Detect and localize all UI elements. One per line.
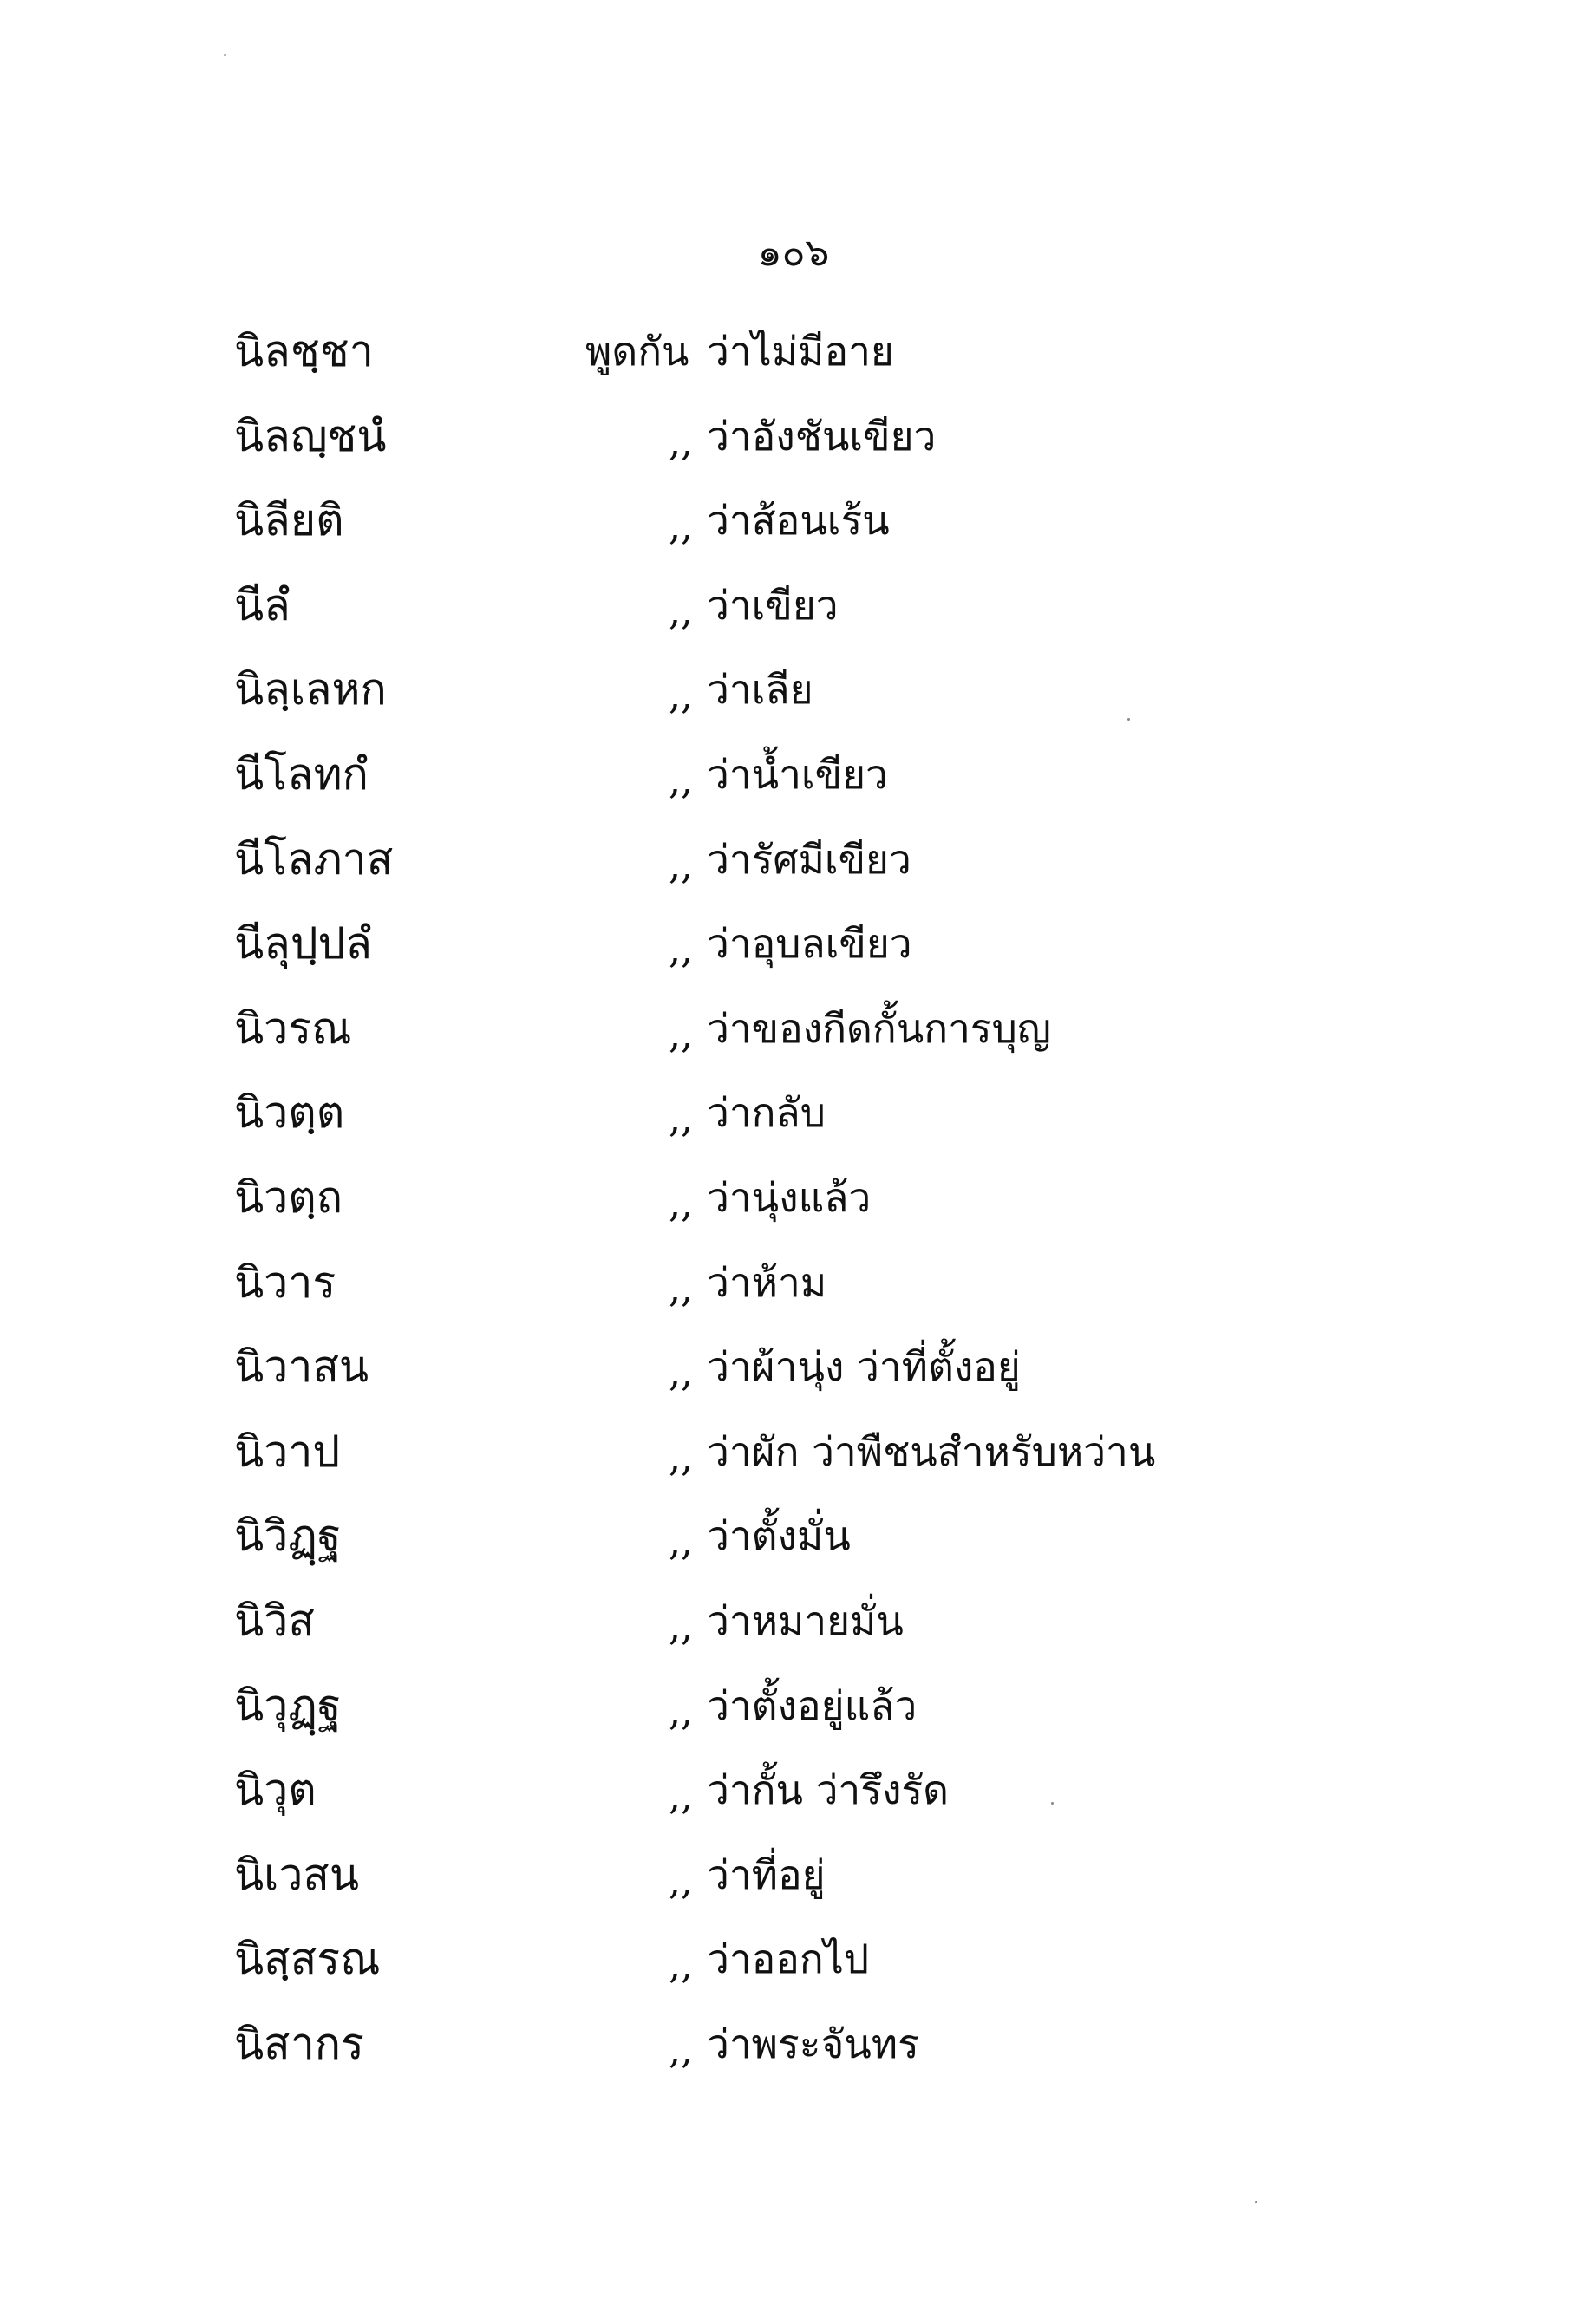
entry-gloss: ว่าส้อนเร้น <box>707 497 890 545</box>
glossary-entry <box>234 659 1448 744</box>
entry-term: นิวาร <box>234 1257 336 1308</box>
glossary-entry <box>234 1675 1448 1760</box>
glossary-entry <box>234 829 1448 914</box>
entry-term: นิสากร <box>234 2018 364 2069</box>
scan-speck <box>1051 1802 1054 1805</box>
entry-gloss: ว่าน้ำเขียว <box>707 750 888 798</box>
ditto-mark: ,, <box>669 1520 693 1565</box>
ditto-mark: ,, <box>669 1689 693 1734</box>
scan-speck <box>224 54 226 56</box>
ditto-mark: ,, <box>669 1435 693 1480</box>
ditto-mark: ,, <box>669 1266 693 1311</box>
ditto-mark: ,, <box>669 1097 693 1142</box>
glossary-entry <box>234 1759 1448 1844</box>
glossary-entry <box>234 1505 1448 1590</box>
ditto-mark: ,, <box>669 589 693 634</box>
entry-gloss: ว่าเลีย <box>707 666 813 714</box>
entry-gloss: ว่าผัก ว่าพืชนสำหรับหว่าน <box>707 1427 1156 1475</box>
glossary-entry <box>234 1252 1448 1337</box>
ditto-mark: ,, <box>669 420 693 465</box>
entry-term: นิลญฺชนํ <box>234 410 387 461</box>
entry-term: นิวตฺถ <box>234 1172 343 1223</box>
glossary-entry <box>234 575 1448 660</box>
glossary-entry <box>234 744 1448 829</box>
entry-term: นิลฺเลหก <box>234 664 387 715</box>
ditto-mark: ,, <box>669 1774 693 1819</box>
entry-term: นีโลภาส <box>234 833 394 885</box>
scan-speck <box>1255 2201 1257 2203</box>
glossary-entry <box>234 1421 1448 1506</box>
ditto-mark: ,, <box>669 1943 693 1988</box>
entry-term: นิสฺสรณ <box>234 1934 381 1985</box>
entry-gloss: ว่าอุบลเขียว <box>707 920 912 968</box>
entry-term: นีลุปฺปลํ <box>234 918 372 969</box>
entry-gloss: ว่าพระจันทร <box>707 2020 919 2067</box>
entry-gloss: ว่าไม่มีอาย <box>707 328 894 375</box>
ditto-mark: ,, <box>669 928 693 973</box>
entry-gloss: ว่าออกไป <box>707 1936 870 1983</box>
ditto-mark: ,, <box>669 1351 693 1396</box>
ditto-mark: ,, <box>669 674 693 719</box>
ditto-mark: ,, <box>669 2027 693 2073</box>
entry-gloss: ว่ากั้น ว่ารึงรัด <box>707 1766 949 1814</box>
entry-gloss: ว่านุ่งแล้ว <box>707 1173 872 1221</box>
glossary-list <box>234 321 1448 2098</box>
entry-term: นิวาป <box>234 1426 341 1477</box>
glossary-entry <box>234 1336 1448 1421</box>
glossary-entry <box>234 1590 1448 1675</box>
glossary-entry <box>234 1167 1448 1252</box>
glossary-entry <box>234 1082 1448 1167</box>
entry-term: นิวิฏฺฐ <box>234 1511 342 1562</box>
glossary-entry <box>234 998 1448 1083</box>
entry-term: นิวุต <box>234 1765 317 1816</box>
entry-term: นิลียติ <box>234 495 344 546</box>
glossary-entry <box>234 913 1448 998</box>
entry-term: นิวุฏฺฐ <box>234 1680 342 1731</box>
ditto-mark: ,, <box>669 1012 693 1057</box>
entry-gloss: ว่าตั้งมั่น <box>707 1512 851 1560</box>
entry-verb: พูดกัน <box>585 328 689 375</box>
entry-term: นิเวสน <box>234 1849 360 1900</box>
ditto-mark: ,, <box>669 758 693 803</box>
ditto-mark: ,, <box>669 505 693 550</box>
ditto-mark: ,, <box>669 1858 693 1903</box>
entry-gloss: ว่ากลับ <box>707 1089 826 1137</box>
entry-term: นิวตฺต <box>234 1087 345 1139</box>
ditto-mark: ,, <box>669 1604 693 1649</box>
ditto-mark: ,, <box>669 1181 693 1226</box>
glossary-entry <box>234 490 1448 575</box>
entry-gloss: ว่าตั้งอยู่แล้ว <box>707 1681 918 1729</box>
entry-term: นิลชฺชา <box>234 326 374 376</box>
entry-gloss: ว่าผ้านุ่ง ว่าที่ตั้งอยู่ <box>707 1343 1021 1391</box>
glossary-entry <box>234 1844 1448 1929</box>
entry-term: นิวิส <box>234 1595 315 1646</box>
entry-gloss: ว่ารัศมีเขียว <box>707 835 911 883</box>
page-number: ๑๐๖ <box>757 231 830 275</box>
entry-term: นีโลทกํ <box>234 748 369 800</box>
glossary-entry <box>234 321 1448 406</box>
entry-term: นีลํ <box>234 579 291 630</box>
glossary-entry <box>234 2014 1448 2099</box>
entry-term: นิวาสน <box>234 1342 369 1393</box>
glossary-entry <box>234 1929 1448 2014</box>
entry-gloss: ว่าหมายมั่น <box>707 1596 904 1644</box>
scan-speck <box>1127 718 1130 721</box>
entry-gloss: ว่าอังชันเขียว <box>707 412 937 460</box>
entry-gloss: ว่าห้าม <box>707 1258 827 1306</box>
entry-gloss: ว่าที่อยู่ <box>707 1851 826 1898</box>
entry-gloss: ว่าเขียว <box>707 581 839 629</box>
entry-term: นิวรณ <box>234 1002 352 1054</box>
ditto-mark: ,, <box>669 843 693 888</box>
entry-gloss: ว่าของกีดกั้นการบุญ <box>707 1004 1051 1052</box>
glossary-entry <box>234 406 1448 491</box>
